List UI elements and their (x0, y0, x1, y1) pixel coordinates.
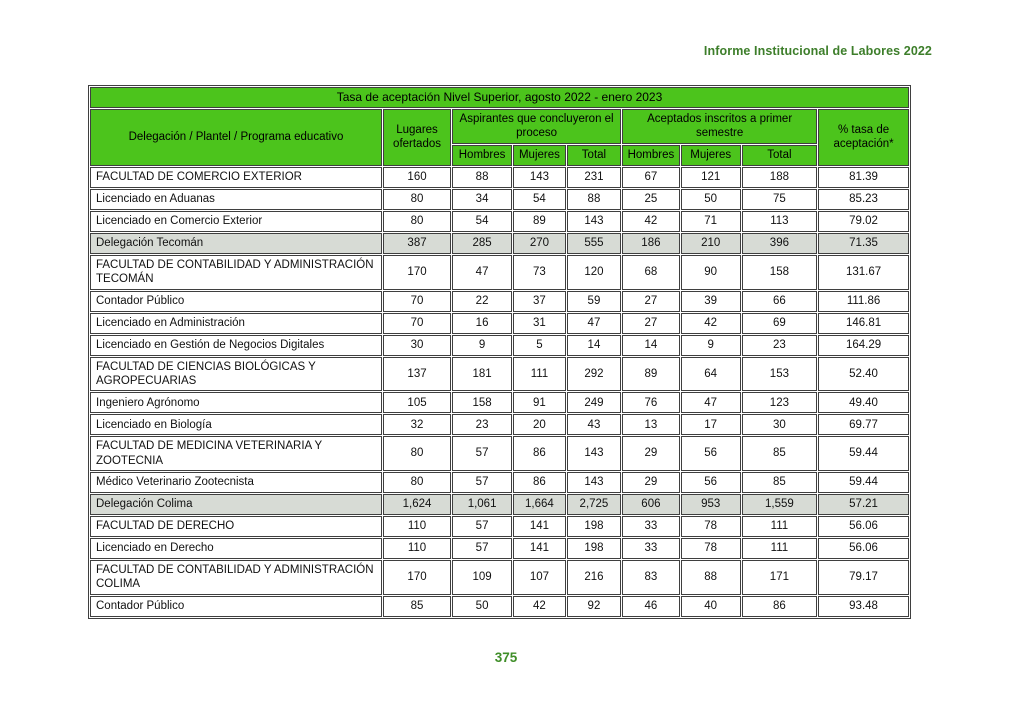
table-row (90, 233, 909, 254)
row-value: 47 (452, 255, 512, 290)
row-value: 57 (452, 472, 512, 493)
column-group-aspirantes: Aspirantes que concluyeron el proceso (452, 109, 621, 144)
row-value: 111 (513, 357, 566, 392)
row-value: 86 (513, 472, 566, 493)
row-value: 69.77 (818, 414, 909, 435)
row-label: Médico Veterinario Zootecnista (90, 472, 382, 493)
sub-header-total-1: Total (567, 145, 621, 166)
row-value: 111 (742, 516, 817, 537)
row-value: 39 (681, 291, 741, 312)
row-label: Licenciado en Biología (90, 414, 382, 435)
row-label: Licenciado en Derecho (90, 538, 382, 559)
column-group-aceptados: Aceptados inscritos a primer semestre (622, 109, 817, 144)
row-value: 88 (452, 167, 512, 188)
row-value: 249 (567, 392, 621, 413)
row-value: 9 (452, 335, 512, 356)
row-value: 143 (567, 436, 621, 471)
row-value: 141 (513, 516, 566, 537)
row-value: 56 (681, 472, 741, 493)
row-label: Licenciado en Aduanas (90, 189, 382, 210)
row-value: 27 (622, 313, 680, 334)
row-value: 85 (383, 596, 451, 617)
row-value: 285 (452, 233, 512, 254)
row-value: 5 (513, 335, 566, 356)
row-value: 92 (567, 596, 621, 617)
table-row (90, 516, 909, 537)
row-value: 91 (513, 392, 566, 413)
row-value: 14 (622, 335, 680, 356)
row-value: 153 (742, 357, 817, 392)
row-value: 59.44 (818, 472, 909, 493)
row-value: 50 (681, 189, 741, 210)
row-value: 90 (681, 255, 741, 290)
row-value: 59.44 (818, 436, 909, 471)
row-value: 158 (742, 255, 817, 290)
row-value: 164.29 (818, 335, 909, 356)
row-value: 56 (681, 436, 741, 471)
sub-header-mujeres-1: Mujeres (513, 145, 566, 166)
table-row (90, 472, 909, 493)
row-value: 43 (567, 414, 621, 435)
row-value: 170 (383, 255, 451, 290)
row-value: 33 (622, 516, 680, 537)
row-value: 71.35 (818, 233, 909, 254)
row-value: 141 (513, 538, 566, 559)
row-value: 1,624 (383, 494, 451, 515)
row-value: 57 (452, 538, 512, 559)
sub-header-hombres-1: Hombres (452, 145, 512, 166)
row-value: 1,559 (742, 494, 817, 515)
row-value: 109 (452, 560, 512, 595)
row-label: FACULTAD DE CIENCIAS BIOLÓGICAS Y AGROPECUARIAS (90, 357, 382, 392)
row-value: 80 (383, 472, 451, 493)
row-value: 113 (742, 211, 817, 232)
row-value: 78 (681, 538, 741, 559)
row-value: 606 (622, 494, 680, 515)
row-value: 953 (681, 494, 741, 515)
row-value: 70 (383, 291, 451, 312)
row-value: 34 (452, 189, 512, 210)
row-value: 56.06 (818, 516, 909, 537)
row-value: 198 (567, 538, 621, 559)
row-value: 93.48 (818, 596, 909, 617)
row-value: 121 (681, 167, 741, 188)
table-row (90, 313, 909, 334)
row-value: 30 (383, 335, 451, 356)
row-value: 78 (681, 516, 741, 537)
report-title: Informe Institucional de Labores 2022 (703, 44, 932, 58)
row-value: 89 (513, 211, 566, 232)
table-title: Tasa de aceptación Nivel Superior, agosto 2022 - enero 2023 (90, 87, 909, 108)
row-value: 86 (513, 436, 566, 471)
row-value: 396 (742, 233, 817, 254)
row-value: 59 (567, 291, 621, 312)
table-group-header-row (90, 109, 909, 144)
row-value: 143 (513, 167, 566, 188)
row-value: 57.21 (818, 494, 909, 515)
row-value: 32 (383, 414, 451, 435)
row-value: 86 (742, 596, 817, 617)
row-value: 64 (681, 357, 741, 392)
row-value: 54 (513, 189, 566, 210)
table-row (90, 335, 909, 356)
row-value: 67 (622, 167, 680, 188)
row-value: 71 (681, 211, 741, 232)
row-label: FACULTAD DE CONTABILIDAD Y ADMINISTRACIÓN TECOMÁN (90, 255, 382, 290)
table-row (90, 255, 909, 290)
row-value: 49.40 (818, 392, 909, 413)
row-value: 57 (452, 516, 512, 537)
row-label: Ingeniero Agrónomo (90, 392, 382, 413)
row-value: 56.06 (818, 538, 909, 559)
row-value: 79.02 (818, 211, 909, 232)
row-label: FACULTAD DE COMERCIO EXTERIOR (90, 167, 382, 188)
row-value: 387 (383, 233, 451, 254)
table-row (90, 211, 909, 232)
table-row (90, 167, 909, 188)
row-value: 47 (567, 313, 621, 334)
row-value: 88 (567, 189, 621, 210)
table-row (90, 357, 909, 392)
row-value: 555 (567, 233, 621, 254)
row-value: 111.86 (818, 291, 909, 312)
row-label: FACULTAD DE CONTABILIDAD Y ADMINISTRACIÓN COLIMA (90, 560, 382, 595)
row-value: 42 (622, 211, 680, 232)
row-value: 89 (622, 357, 680, 392)
column-header-program: Delegación / Plantel / Programa educativo (90, 109, 382, 166)
row-label: Licenciado en Administración (90, 313, 382, 334)
row-value: 57 (452, 436, 512, 471)
row-value: 23 (742, 335, 817, 356)
row-value: 131.67 (818, 255, 909, 290)
table-row (90, 414, 909, 435)
row-value: 73 (513, 255, 566, 290)
row-value: 69 (742, 313, 817, 334)
row-value: 143 (567, 472, 621, 493)
row-value: 68 (622, 255, 680, 290)
row-value: 146.81 (818, 313, 909, 334)
row-value: 9 (681, 335, 741, 356)
row-value: 14 (567, 335, 621, 356)
row-value: 40 (681, 596, 741, 617)
sub-header-hombres-2: Hombres (622, 145, 680, 166)
acceptance-table-container (88, 85, 911, 619)
row-value: 37 (513, 291, 566, 312)
row-value: 137 (383, 357, 451, 392)
table-title-row (90, 87, 909, 108)
row-value: 29 (622, 436, 680, 471)
row-value: 110 (383, 538, 451, 559)
row-value: 54 (452, 211, 512, 232)
column-header-tasa: % tasa de aceptación* (818, 109, 909, 166)
row-value: 50 (452, 596, 512, 617)
row-value: 1,061 (452, 494, 512, 515)
row-label: Licenciado en Comercio Exterior (90, 211, 382, 232)
row-value: 231 (567, 167, 621, 188)
row-value: 66 (742, 291, 817, 312)
table-row (90, 538, 909, 559)
row-value: 52.40 (818, 357, 909, 392)
sub-header-mujeres-2: Mujeres (681, 145, 741, 166)
row-value: 47 (681, 392, 741, 413)
row-value: 79.17 (818, 560, 909, 595)
row-value: 105 (383, 392, 451, 413)
row-value: 170 (383, 560, 451, 595)
row-value: 70 (383, 313, 451, 334)
row-value: 181 (452, 357, 512, 392)
row-value: 27 (622, 291, 680, 312)
row-value: 88 (681, 560, 741, 595)
row-value: 23 (452, 414, 512, 435)
row-label: FACULTAD DE DERECHO (90, 516, 382, 537)
row-value: 107 (513, 560, 566, 595)
row-label: Contador Público (90, 596, 382, 617)
row-value: 83 (622, 560, 680, 595)
row-value: 2,725 (567, 494, 621, 515)
row-value: 25 (622, 189, 680, 210)
row-value: 31 (513, 313, 566, 334)
row-value: 186 (622, 233, 680, 254)
row-value: 160 (383, 167, 451, 188)
row-value: 85 (742, 472, 817, 493)
table-row (90, 392, 909, 413)
row-value: 158 (452, 392, 512, 413)
row-value: 46 (622, 596, 680, 617)
row-value: 80 (383, 436, 451, 471)
row-value: 1,664 (513, 494, 566, 515)
row-value: 42 (513, 596, 566, 617)
row-value: 29 (622, 472, 680, 493)
row-label: Delegación Colima (90, 494, 382, 515)
row-value: 198 (567, 516, 621, 537)
row-value: 75 (742, 189, 817, 210)
row-value: 16 (452, 313, 512, 334)
row-label: Contador Público (90, 291, 382, 312)
row-value: 80 (383, 189, 451, 210)
table-row (90, 291, 909, 312)
table-row (90, 560, 909, 595)
table-row (90, 189, 909, 210)
row-value: 216 (567, 560, 621, 595)
row-value: 80 (383, 211, 451, 232)
row-value: 13 (622, 414, 680, 435)
row-value: 110 (383, 516, 451, 537)
acceptance-rate-table (88, 85, 911, 619)
row-value: 85 (742, 436, 817, 471)
row-value: 20 (513, 414, 566, 435)
table-body (90, 167, 909, 617)
row-label: FACULTAD DE MEDICINA VETERINARIA Y ZOOTECNIA (90, 436, 382, 471)
column-header-lugares: Lugares ofertados (383, 109, 451, 166)
row-value: 292 (567, 357, 621, 392)
row-value: 120 (567, 255, 621, 290)
row-label: Delegación Tecomán (90, 233, 382, 254)
row-value: 143 (567, 211, 621, 232)
row-value: 85.23 (818, 189, 909, 210)
row-value: 22 (452, 291, 512, 312)
row-value: 42 (681, 313, 741, 334)
row-value: 123 (742, 392, 817, 413)
row-value: 30 (742, 414, 817, 435)
row-value: 33 (622, 538, 680, 559)
table-row (90, 494, 909, 515)
row-value: 210 (681, 233, 741, 254)
row-value: 111 (742, 538, 817, 559)
row-value: 76 (622, 392, 680, 413)
page-number: 375 (494, 650, 518, 665)
row-value: 17 (681, 414, 741, 435)
row-label: Licenciado en Gestión de Negocios Digitales (90, 335, 382, 356)
row-value: 171 (742, 560, 817, 595)
row-value: 188 (742, 167, 817, 188)
row-value: 81.39 (818, 167, 909, 188)
sub-header-total-2: Total (742, 145, 817, 166)
table-row (90, 436, 909, 471)
row-value: 270 (513, 233, 566, 254)
table-row (90, 596, 909, 617)
